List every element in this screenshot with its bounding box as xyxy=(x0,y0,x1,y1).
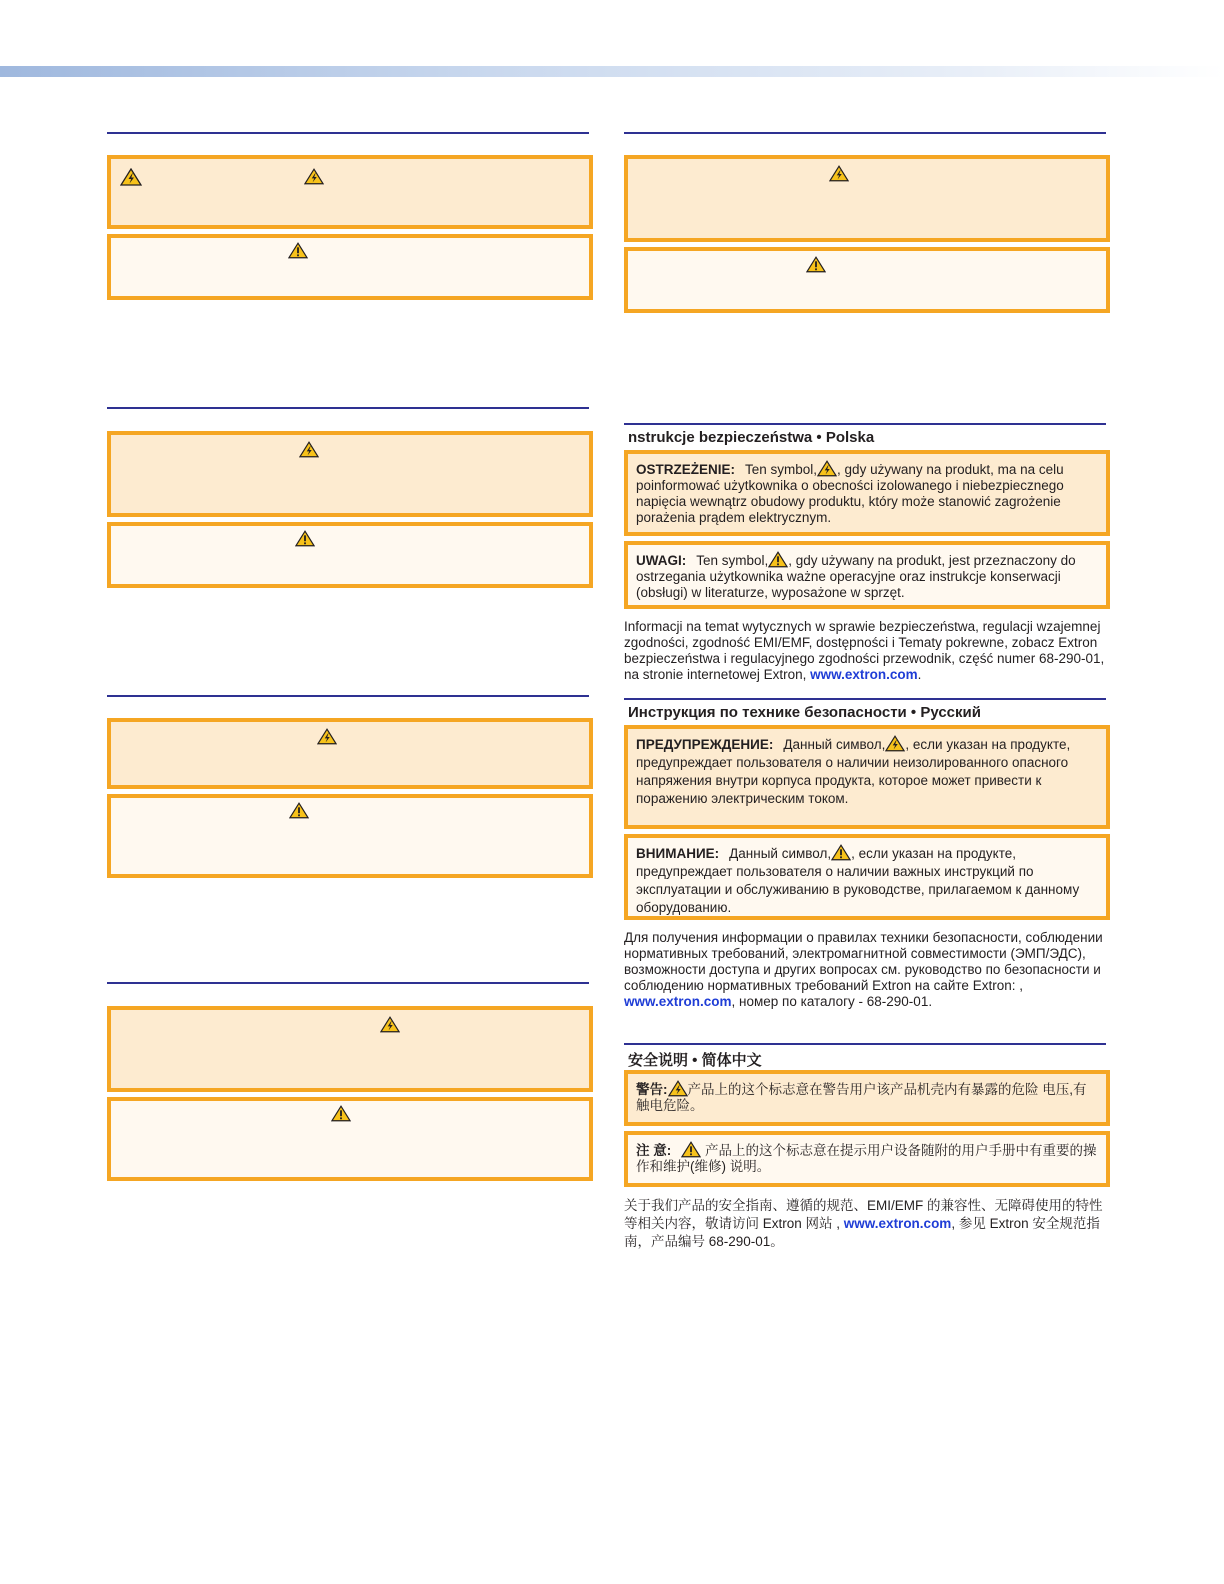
warning-bolt-icon xyxy=(299,441,319,462)
left-section-2 xyxy=(107,407,593,588)
caution-triangle-icon xyxy=(806,256,826,277)
warning-text: , если указан на продукте, предупреждает пользователя о наличии неизолированного опасного напряжения внутри корпуса продукта, которое может привести к поражению электрическим током. xyxy=(636,737,1071,806)
section-title: nstrukcje bezpieczeństwa • Polska xyxy=(628,429,875,446)
caution-box xyxy=(107,1097,593,1181)
info-end: . xyxy=(917,667,922,682)
header-gradient-bar xyxy=(0,66,1224,77)
section-rule xyxy=(624,1043,1106,1045)
section-rule xyxy=(624,698,1106,700)
section-rule xyxy=(107,695,589,697)
info-text: Informacji na temat wytycznych w sprawie bezpieczeństwa, regulacji wzajemnej zgodności, zgodność EMI/EMF, dostępności i Tematy pokrewne, zobacz Extron bezpieczeństwa i regulacyjnego zgodności przewodnik, część numer 68-290-01, na stronie internetowej Extron, xyxy=(624,619,1105,682)
warning-box xyxy=(107,155,593,229)
website-link[interactable]: www.extron.com xyxy=(843,1216,952,1231)
warning-box xyxy=(107,431,593,517)
caution-box xyxy=(624,834,1110,920)
info-text: 关于我们产品的安全指南、遵循的规范、EMI/EMF 的兼容性、无障碍使用的特性等相关内容，敬请访问 Extron 网站 , xyxy=(624,1198,1103,1231)
caution-box xyxy=(107,794,593,878)
caution-triangle-icon xyxy=(295,530,315,551)
caution-box xyxy=(107,234,593,300)
website-link[interactable]: www.extron.com xyxy=(624,994,732,1009)
warning-bolt-icon xyxy=(885,735,905,752)
warning-bolt-icon xyxy=(817,460,837,477)
warning-bolt-icon xyxy=(120,168,142,190)
caution-triangle-icon xyxy=(768,551,788,568)
warning-box xyxy=(624,1070,1110,1126)
right-section-1 xyxy=(624,132,1110,313)
caution-label: 注 意: xyxy=(636,1143,672,1158)
caution-box xyxy=(624,1131,1110,1187)
info-paragraph xyxy=(624,930,1110,1010)
warning-box xyxy=(107,718,593,789)
caution-label: UWAGI: xyxy=(636,553,687,568)
warning-label: 警告: xyxy=(636,1082,668,1097)
warning-label: OSTRZEŻENIE: xyxy=(636,462,736,477)
left-section-3 xyxy=(107,695,593,878)
warning-bolt-icon xyxy=(304,168,324,189)
info-text: Для получения информации о правилах техники безопасности, соблюдении нормативных требований, электромагнитной совместимости (ЭМП/ЭДС), возможности доступа и других вопросах см. руководство по безопасности и соблюдению нормативных требований Extron на сайте Extron: , xyxy=(624,930,1103,993)
warning-pre: Данный символ, xyxy=(783,737,886,752)
section-chinese xyxy=(624,1043,1110,1251)
warning-bolt-icon xyxy=(829,165,849,186)
caution-text: , gdy używany na produkt, jest przeznaczony do ostrzegania użytkownika ważne operacyjne oraz instrukcje konserwacji (obsługi) w literaturze, wyposażone w sprzęt. xyxy=(636,553,1076,600)
warning-text: 产品上的这个标志意在警告用户该产品机壳内有暴露的危险 电压,有触电危险。 xyxy=(636,1082,1087,1113)
left-section-1 xyxy=(107,132,593,300)
caution-box xyxy=(624,247,1110,313)
caution-triangle-icon xyxy=(681,1141,701,1158)
caution-pre: Ten symbol, xyxy=(696,553,769,568)
info-paragraph xyxy=(624,1197,1110,1251)
warning-label: ПРЕДУПРЕЖДЕНИЕ: xyxy=(636,737,774,752)
warning-box xyxy=(624,450,1110,536)
left-section-4 xyxy=(107,982,593,1181)
info-paragraph xyxy=(624,619,1110,683)
section-polska xyxy=(624,423,1110,683)
section-title: Инструкция по технике безопасности • Русский xyxy=(628,704,981,721)
caution-box xyxy=(107,522,593,588)
caution-text: , если указан на продукте, предупреждает пользователя о наличии важных инструкций по эксплуатации и обслуживанию в руководстве, прилагаемом к данному оборудованию. xyxy=(636,846,1080,915)
section-title: 安全说明 • 简体中文 xyxy=(628,1052,762,1069)
section-russian xyxy=(624,698,1110,1010)
warning-box xyxy=(624,155,1110,242)
warning-text: , gdy używany na produkt, ma na celu poinformować użytkownika o obecności izolowanego i niebezpiecznego napięcia wewnątrz obudowy produktu, który może stanowić zagrożenie porażenia prądem elektrycznym. xyxy=(636,462,1064,525)
warning-box xyxy=(624,725,1110,829)
website-link[interactable]: www.extron.com xyxy=(810,667,918,682)
caution-triangle-icon xyxy=(331,1105,351,1126)
caution-triangle-icon xyxy=(289,802,309,823)
section-rule xyxy=(624,132,1106,134)
warning-bolt-icon xyxy=(668,1080,688,1097)
caution-label: ВНИМАНИЕ: xyxy=(636,846,720,861)
section-rule xyxy=(107,407,589,409)
warning-bolt-icon xyxy=(317,728,337,749)
warning-pre: Ten symbol, xyxy=(745,462,818,477)
caution-triangle-icon xyxy=(831,844,851,861)
caution-box xyxy=(624,541,1110,609)
info-end: , номер по каталогу - 68-290-01. xyxy=(731,994,933,1009)
warning-box xyxy=(107,1006,593,1092)
caution-pre: Данный символ, xyxy=(729,846,832,861)
section-rule xyxy=(107,132,589,134)
caution-text: 产品上的这个标志意在提示用户设备随附的用户手册中有重要的操作和维护(维修) 说明。 xyxy=(636,1143,1097,1174)
info-end: , 参见 Extron 安全规范指南，产品编号 68-290-01。 xyxy=(624,1216,1100,1249)
warning-bolt-icon xyxy=(380,1016,400,1037)
caution-triangle-icon xyxy=(288,242,308,263)
section-rule xyxy=(624,423,1106,425)
section-rule xyxy=(107,982,589,984)
